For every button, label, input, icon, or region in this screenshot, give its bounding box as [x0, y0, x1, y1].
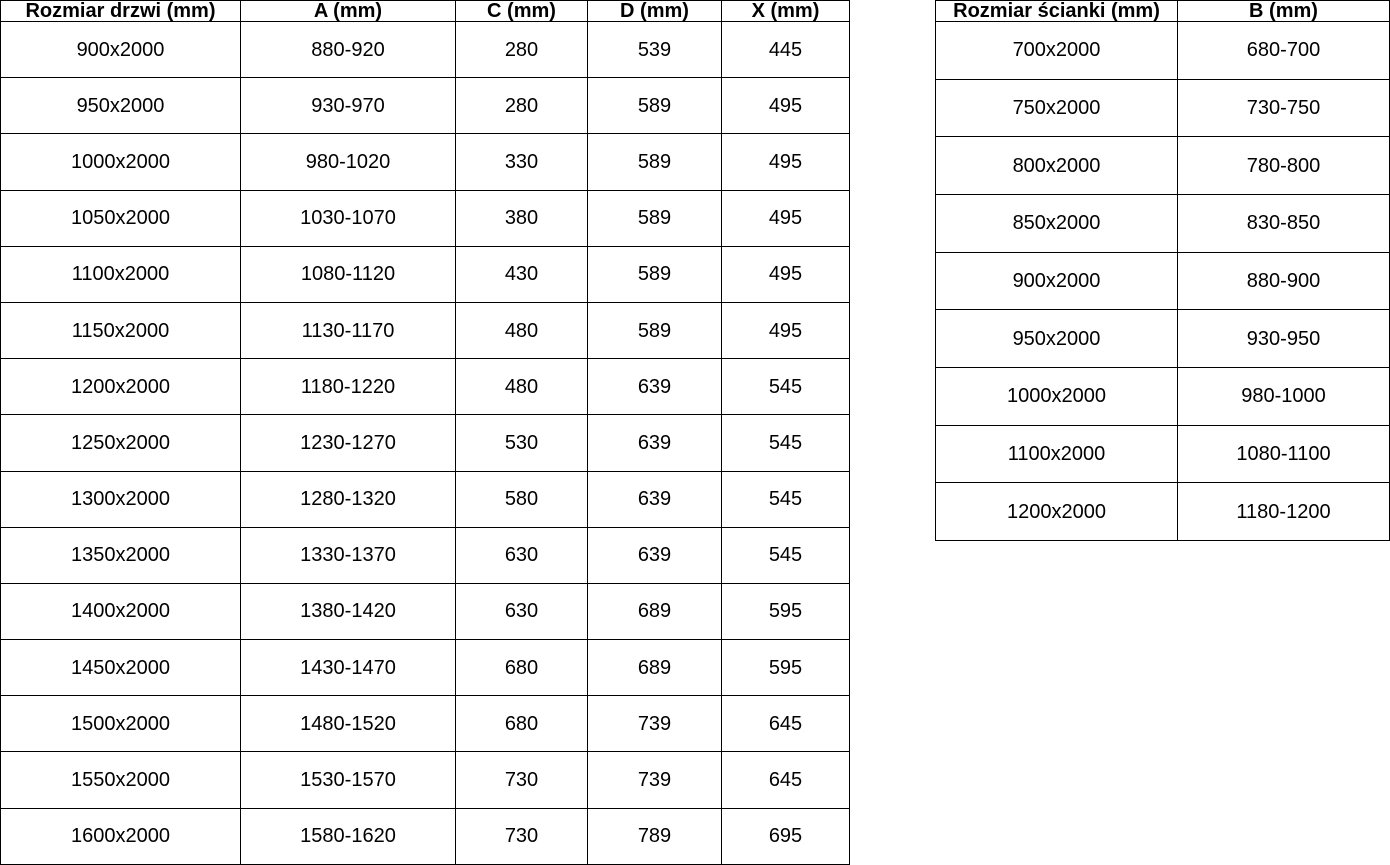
column-header: X (mm) [722, 1, 850, 22]
table-row [1, 78, 850, 134]
table-cell: 1080-1120 [241, 246, 456, 302]
table-cell: 639 [588, 415, 722, 471]
table-cell: 1450x2000 [1, 640, 241, 696]
column-header: D (mm) [588, 1, 722, 22]
table-cell: 1130-1170 [241, 302, 456, 358]
table-cell: 1100x2000 [936, 425, 1178, 483]
table-cell: 900x2000 [1, 22, 241, 78]
table-cell: 1030-1070 [241, 190, 456, 246]
table-cell: 545 [722, 471, 850, 527]
table-row [1, 471, 850, 527]
table-cell: 495 [722, 246, 850, 302]
table-row [1, 527, 850, 583]
table-row [936, 483, 1390, 541]
table-cell: 589 [588, 78, 722, 134]
table-cell: 1600x2000 [1, 808, 241, 864]
table-row [1, 752, 850, 808]
table-cell: 589 [588, 190, 722, 246]
table-cell: 580 [456, 471, 588, 527]
table-cell: 645 [722, 696, 850, 752]
table-cell: 545 [722, 359, 850, 415]
table-cell: 700x2000 [936, 22, 1178, 80]
table-cell: 1180-1200 [1178, 483, 1390, 541]
table-cell: 1380-1420 [241, 583, 456, 639]
table-cell: 589 [588, 302, 722, 358]
table-cell: 730 [456, 808, 588, 864]
table-cell: 280 [456, 22, 588, 78]
table-cell: 880-920 [241, 22, 456, 78]
table-cell: 480 [456, 359, 588, 415]
table-cell: 695 [722, 808, 850, 864]
table-cell: 545 [722, 415, 850, 471]
table-row [1, 415, 850, 471]
table-cell: 980-1000 [1178, 367, 1390, 425]
table-cell: 495 [722, 190, 850, 246]
column-header: C (mm) [456, 1, 588, 22]
table-cell: 530 [456, 415, 588, 471]
table-cell: 495 [722, 302, 850, 358]
table-cell: 1000x2000 [1, 134, 241, 190]
table-cell: 1480-1520 [241, 696, 456, 752]
table-cell: 1300x2000 [1, 471, 241, 527]
table-cell: 480 [456, 302, 588, 358]
table-cell: 730 [456, 752, 588, 808]
table-cell: 1000x2000 [936, 367, 1178, 425]
table-cell: 639 [588, 471, 722, 527]
table-cell: 430 [456, 246, 588, 302]
table-cell: 645 [722, 752, 850, 808]
table-row [936, 194, 1390, 252]
column-header: B (mm) [1178, 1, 1390, 22]
table-cell: 1250x2000 [1, 415, 241, 471]
column-header: A (mm) [241, 1, 456, 22]
column-header: Rozmiar ścianki (mm) [936, 1, 1178, 22]
table-cell: 900x2000 [936, 252, 1178, 310]
column-header: Rozmiar drzwi (mm) [1, 1, 241, 22]
table-cell: 539 [588, 22, 722, 78]
table-cell: 280 [456, 78, 588, 134]
table-cell: 630 [456, 527, 588, 583]
table-cell: 780-800 [1178, 137, 1390, 195]
table-cell: 980-1020 [241, 134, 456, 190]
table-cell: 750x2000 [936, 79, 1178, 137]
table-cell: 495 [722, 134, 850, 190]
table-cell: 495 [722, 78, 850, 134]
table-cell: 589 [588, 246, 722, 302]
table-row [936, 425, 1390, 483]
table-row [1, 22, 850, 78]
table-cell: 545 [722, 527, 850, 583]
table-cell: 1100x2000 [1, 246, 241, 302]
table-cell: 739 [588, 752, 722, 808]
table-row [936, 137, 1390, 195]
table-cell: 445 [722, 22, 850, 78]
table-cell: 1050x2000 [1, 190, 241, 246]
table-row [1, 640, 850, 696]
table-row [1, 696, 850, 752]
table-cell: 880-900 [1178, 252, 1390, 310]
table-cell: 1500x2000 [1, 696, 241, 752]
table-cell: 589 [588, 134, 722, 190]
table-cell: 689 [588, 640, 722, 696]
table-cell: 730-750 [1178, 79, 1390, 137]
table-cell: 1400x2000 [1, 583, 241, 639]
table-cell: 1200x2000 [936, 483, 1178, 541]
table-row [936, 367, 1390, 425]
table-cell: 1180-1220 [241, 359, 456, 415]
table-cell: 1430-1470 [241, 640, 456, 696]
table-cell: 630 [456, 583, 588, 639]
table-cell: 1080-1100 [1178, 425, 1390, 483]
table-cell: 789 [588, 808, 722, 864]
table-cell: 380 [456, 190, 588, 246]
table-cell: 1580-1620 [241, 808, 456, 864]
table-cell: 1280-1320 [241, 471, 456, 527]
table-row [936, 22, 1390, 80]
table-cell: 680 [456, 696, 588, 752]
table-cell: 850x2000 [936, 194, 1178, 252]
table-cell: 680 [456, 640, 588, 696]
table-cell: 830-850 [1178, 194, 1390, 252]
table-cell: 950x2000 [936, 310, 1178, 368]
table-cell: 1150x2000 [1, 302, 241, 358]
table-cell: 689 [588, 583, 722, 639]
table-cell: 739 [588, 696, 722, 752]
table-row [1, 190, 850, 246]
table-cell: 1330-1370 [241, 527, 456, 583]
table-row [936, 310, 1390, 368]
table-cell: 639 [588, 527, 722, 583]
table-cell: 1530-1570 [241, 752, 456, 808]
table-cell: 800x2000 [936, 137, 1178, 195]
table-cell: 595 [722, 640, 850, 696]
table-cell: 930-970 [241, 78, 456, 134]
table-cell: 1230-1270 [241, 415, 456, 471]
header-row [936, 1, 1390, 22]
table-cell: 595 [722, 583, 850, 639]
table-row [1, 583, 850, 639]
table-row [1, 359, 850, 415]
table-cell: 1200x2000 [1, 359, 241, 415]
table-cell: 1550x2000 [1, 752, 241, 808]
table-cell: 680-700 [1178, 22, 1390, 80]
table-row [1, 246, 850, 302]
table-row [1, 808, 850, 864]
header-row [1, 1, 850, 22]
table-row [936, 79, 1390, 137]
table-cell: 1350x2000 [1, 527, 241, 583]
table-cell: 950x2000 [1, 78, 241, 134]
table-cell: 639 [588, 359, 722, 415]
table-row [936, 252, 1390, 310]
wall-panel-dimensions-table [935, 0, 1390, 541]
table-cell: 930-950 [1178, 310, 1390, 368]
table-row [1, 302, 850, 358]
table-row [1, 134, 850, 190]
table-cell: 330 [456, 134, 588, 190]
